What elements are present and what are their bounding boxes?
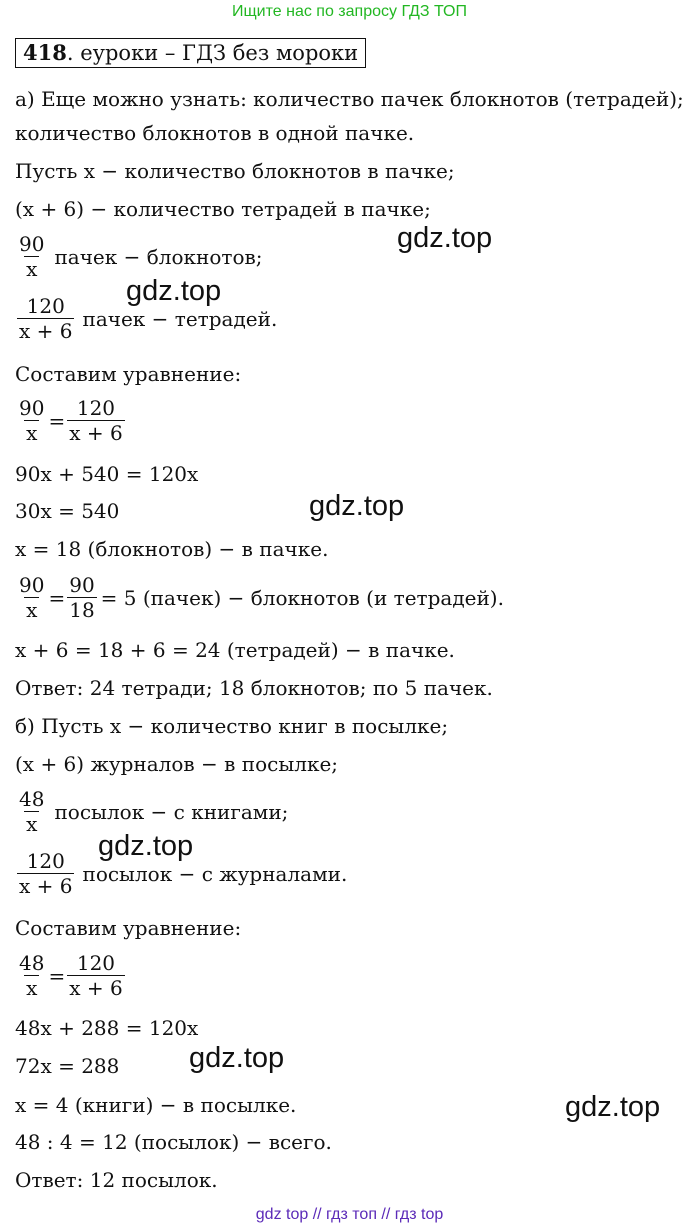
numerator: 48: [19, 951, 45, 975]
watermark: gdz.top: [309, 490, 405, 522]
numerator: 120: [76, 396, 116, 420]
fraction: [17, 787, 46, 836]
answer-line: Ответ: 12 посылок.: [15, 1168, 218, 1192]
fraction: [67, 396, 124, 445]
watermark: gdz.top: [126, 275, 222, 307]
watermark: gdz.top: [397, 222, 493, 254]
fraction-text: посылок − с журналами.: [82, 861, 348, 886]
equation-line: [15, 396, 127, 445]
fraction: [17, 951, 46, 1000]
solution-line: 48 : 4 = 12 (посылок) − всего.: [15, 1130, 332, 1154]
solution-line: x = 4 (книги) − в посылке.: [15, 1093, 297, 1117]
solution-line: 30x = 540: [15, 499, 120, 523]
solution-line: количество блокнотов в одной пачке.: [15, 121, 415, 145]
equals-sign: =: [48, 585, 66, 610]
numerator: 90: [19, 573, 45, 597]
solution-line: Составим уравнение:: [15, 362, 242, 386]
numerator: 90: [19, 396, 45, 420]
bottom-banner: gdz top // гдз топ // гдз top: [255, 1206, 444, 1223]
fraction: [17, 396, 46, 445]
solution-line: Составим уравнение:: [15, 916, 242, 940]
fraction: [17, 294, 74, 343]
fraction-text: посылок − с книгами;: [54, 799, 289, 824]
fraction-text: = 5 (пачек) − блокнотов (и тетрадей).: [100, 585, 504, 610]
task-title: [15, 38, 366, 68]
solution-line: Пусть x − количество блокнотов в пачке;: [15, 159, 455, 183]
denominator: x + 6: [69, 976, 123, 1000]
numerator: 120: [76, 951, 116, 975]
solution-line: 72x = 288: [15, 1054, 120, 1078]
numerator: 90: [19, 232, 45, 256]
numerator: 120: [26, 849, 65, 873]
solution-line: 90x + 540 = 120x: [15, 462, 199, 486]
denominator: x: [26, 812, 38, 836]
watermark: gdz.top: [98, 830, 194, 862]
fraction-text: пачек − тетрадей.: [82, 306, 278, 331]
denominator: x: [26, 257, 38, 281]
denominator: x + 6: [19, 319, 73, 343]
fraction: [67, 573, 96, 622]
equals-sign: =: [48, 963, 66, 988]
equals-sign: =: [48, 408, 66, 433]
solution-line: (x + 6) − количество тетрадей в пачке;: [15, 197, 431, 221]
denominator: x + 6: [19, 874, 73, 898]
denominator: 18: [69, 598, 95, 622]
watermark: gdz.top: [189, 1042, 285, 1074]
fraction-text: пачек − блокнотов;: [54, 244, 263, 269]
numerator: 90: [69, 573, 95, 597]
fraction: [17, 849, 74, 898]
solution-line: а) Еще можно узнать: количество пачек блокнотов (тетрадей);: [15, 87, 684, 111]
solution-line: x = 18 (блокнотов) − в пачке.: [15, 537, 329, 561]
fraction: [17, 232, 46, 281]
denominator: x: [26, 976, 38, 1000]
equation-line: [15, 951, 127, 1000]
solution-line: 48x + 288 = 120x: [15, 1016, 199, 1040]
denominator: x + 6: [69, 421, 123, 445]
fraction-line: [15, 573, 504, 622]
numerator: 48: [19, 787, 45, 811]
solution-line: (x + 6) журналов − в посылке;: [15, 752, 339, 776]
fraction-line: [15, 787, 294, 836]
fraction: [67, 951, 124, 1000]
solution-line: x + 6 = 18 + 6 = 24 (тетрадей) − в пачке.: [15, 638, 455, 662]
numerator: 120: [26, 294, 65, 318]
fraction-line: [15, 232, 269, 281]
solution-line: б) Пусть x − количество книг в посылке;: [15, 714, 449, 738]
denominator: x: [26, 598, 38, 622]
watermark: gdz.top: [565, 1091, 661, 1123]
top-banner: Ищите нас по запросу ГДЗ ТОП: [232, 3, 467, 20]
denominator: x: [26, 421, 38, 445]
fraction: [17, 573, 46, 622]
task-number: 418: [23, 40, 67, 65]
task-title-text: . еуроки – ГДЗ без мороки: [66, 41, 359, 65]
answer-line: Ответ: 24 тетради; 18 блокнотов; по 5 пачек.: [15, 676, 493, 700]
